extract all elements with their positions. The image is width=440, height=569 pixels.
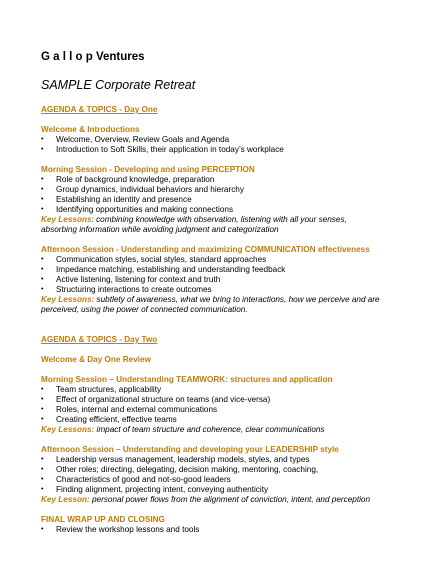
list-item: • Structuring interactions to create outcomes [41,285,212,294]
list-item: • Finding alignment, projecting intent, conveying authenticity [41,485,269,494]
key-lessons-label: Key Lessons: [41,425,95,434]
key-lesson-label: Key Lesson: [41,495,90,504]
bullet-icon: • [41,276,44,283]
key-lessons-label: Key Lessons [41,215,92,224]
list-item: • Active listening, listening for context and truth [41,275,221,284]
communication-key-lessons: Key Lessons: subtlety of awareness, what we bring to interactions, how we perceive and are [41,295,380,304]
welcome-intro-list [41,135,411,155]
bullet-icon: • [41,526,44,533]
bullet-icon: • [41,386,44,393]
list-item: • Creating efficient, effective teams [41,415,177,424]
document-page [41,50,411,535]
list-item: • Characteristics of good and not-so-good leaders [41,475,231,484]
bullet-icon: • [41,396,44,403]
list-item: • Effect of organizational structure on teams (and vice-versa) [41,395,271,404]
agenda-day-two-heading: AGENDA & TOPICS - Day Two [41,335,158,344]
list-item: • Review the workshop lessons and tools [41,525,200,534]
list-item: • Impedance matching, establishing and understanding feedback [41,265,286,274]
bullet-icon: • [41,416,44,423]
day-one-review-heading: Welcome & Day One Review [41,355,151,364]
bullet-icon: • [41,486,44,493]
bullet-icon: • [41,206,44,213]
leadership-key-lesson: Key Lesson: personal power flows from the alignment of conviction, intent, and perception [41,495,371,504]
communication-session-list [41,255,411,295]
bullet-icon: • [41,256,44,263]
list-item: • Group dynamics, individual behaviors and hierarchy [41,185,244,194]
list-item: • Introduction to Soft Skills, their application in today’s workplace [41,145,284,154]
leadership-session-heading: Afternoon Session – Understanding and developing your LEADERSHIP style [41,445,339,454]
list-item: • Establishing an identity and presence [41,195,192,204]
bullet-icon: • [41,466,44,473]
bullet-icon: • [41,196,44,203]
list-item: • Communication styles, social styles, standard approaches [41,255,267,264]
teamwork-session-heading: Morning Session – Understanding TEAMWORK: structures and application [41,375,333,384]
perception-session-heading: Morning Session - Developing and using PERCEPTION [41,165,255,174]
agenda-day-one-heading: AGENDA & TOPICS - Day One [41,105,158,114]
list-item: • Identifying opportunities and making connections [41,205,234,214]
document-subtitle: SAMPLE Corporate Retreat [41,78,196,92]
list-item: • Role of background knowledge, preparation [41,175,215,184]
list-item: • Welcome, Overview, Review Goals and Agenda [41,135,230,144]
welcome-intro-heading: Welcome & Introductions [41,125,140,134]
company-name: G a l l o p Ventures [41,51,145,63]
final-wrap-up-heading: FINAL WRAP UP AND CLOSING [41,515,165,524]
perception-key-lessons-cont: absorbing information while avoiding judgment and categorization [41,225,279,234]
bullet-icon: • [41,186,44,193]
list-item: • Roles, internal and external communications [41,405,218,414]
leadership-session-list [41,455,411,495]
final-wrap-up-list [41,525,411,535]
key-lessons-label: Key Lessons: [41,295,95,304]
list-item: • Leadership versus management, leadership models, styles, and types [41,455,310,464]
communication-session-heading: Afternoon Session - Understanding and maximizing COMMUNICATION effectiveness [41,245,370,254]
bullet-icon: • [41,456,44,463]
list-item: • Other roles; directing, delegating, decision making, mentoring, coaching, [41,465,319,474]
bullet-icon: • [41,176,44,183]
bullet-icon: • [41,266,44,273]
bullet-icon: • [41,146,44,153]
communication-key-lessons-cont: perceived, using the power of connected communication. [41,305,248,314]
bullet-icon: • [41,286,44,293]
perception-key-lessons: Key Lessons: combining knowledge with observation, listening with all your senses, [41,215,347,224]
teamwork-session-list [41,385,411,425]
bullet-icon: • [41,136,44,143]
list-item: • Team structures, applicability [41,385,162,394]
bullet-icon: • [41,406,44,413]
teamwork-key-lessons: Key Lessons: impact of team structure and coherence, clear communications [41,425,325,434]
perception-session-list [41,175,411,215]
bullet-icon: • [41,476,44,483]
